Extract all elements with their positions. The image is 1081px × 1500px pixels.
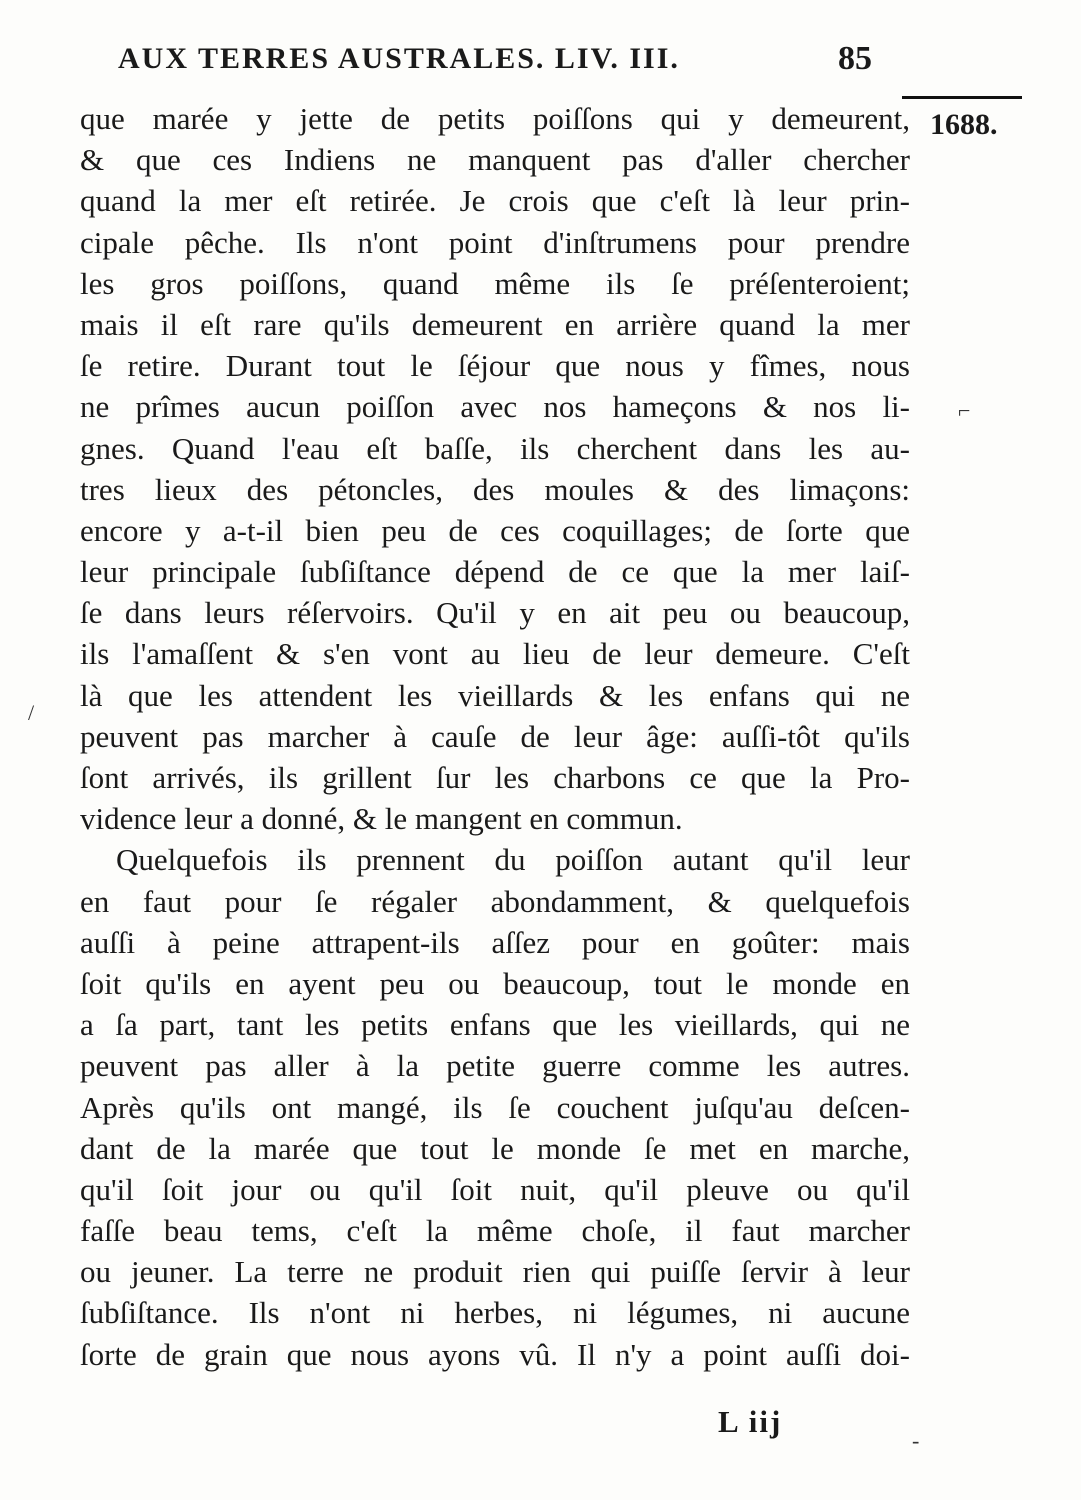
text-line: en faut pour ſe régaler abondamment, & quelquefois	[80, 883, 910, 919]
text-line: ou jeuner. La terre ne produit rien qui puiſſe ſervir à leur	[80, 1254, 910, 1290]
text-line: tres lieux des pétoncles, des moules & des limaçons:	[80, 471, 910, 507]
text-line: cipale pêche. Ils n'ont point d'inſtrumens pour prendre	[80, 224, 910, 260]
text-line: ne prîmes aucun poiſſon avec nos hameçons & nos li-	[80, 389, 910, 425]
text-line: auſſi à peine attrapent-ils aſſez pour en goûter: mais	[80, 924, 910, 960]
text-line: ſont arrivés, ils grillent ſur les charbons ce que la Pro-	[80, 760, 910, 795]
text-line: dant de la marée que tout le monde ſe met en marche,	[80, 1130, 910, 1166]
text-line: ſe dans leurs réſervoirs. Qu'il y en ait peu ou beaucoup,	[80, 595, 910, 631]
text-line: qu'il ſoit jour ou qu'il ſoit nuit, qu'il pleuve ou qu'il	[80, 1171, 910, 1207]
text-line: que marée y jette de petits poiſſons qui y demeurent,	[80, 101, 910, 136]
text-line: ſorte de grain que nous ayons vû. Il n'y a point auſſi doi-	[80, 1336, 910, 1372]
margin-speck: /	[28, 700, 35, 725]
text-line: a ſa part, tant les petits enfans que les vieillards, qui ne	[80, 1007, 910, 1043]
text-line: leur principale ſubſiſtance dépend de ce que la mer laiſ-	[80, 554, 910, 590]
text-line: vidence leur a donné, & le mangent en commun.	[80, 801, 683, 837]
text-line: Quelquefois ils prennent du poiſſon autant qu'il leur	[116, 842, 910, 878]
text-line: là que les attendent les vieillards & les enfans qui ne	[80, 677, 910, 713]
text-line: gnes. Quand l'eau eſt baſſe, ils cherchent dans les au-	[80, 430, 910, 466]
running-head-title: AUX TERRES AUSTRALES. LIV. III.	[118, 42, 680, 75]
margin-rule	[902, 96, 1022, 99]
text-line: ils l'amaſſent & s'en vont au lieu de leur demeure. C'eſt	[80, 636, 910, 672]
text-line: ſubſiſtance. Ils n'ont ni herbes, ni légumes, ni aucune	[80, 1295, 910, 1331]
text-line: ſe retire. Durant tout le ſéjour que nous y fîmes, nous	[80, 348, 910, 384]
margin-speck: -	[912, 1428, 920, 1453]
text-line: Après qu'ils ont mangé, ils ſe couchent juſqu'au deſcen-	[80, 1089, 910, 1125]
text-line: faſſe beau tems, c'eſt la même choſe, il faut marcher	[80, 1213, 910, 1249]
text-line: peuvent pas aller à la petite guerre comme les autres.	[80, 1048, 910, 1084]
margin-speck: ⌐	[958, 398, 971, 423]
text-line: quand la mer eſt retirée. Je crois que c'eſt là leur prin-	[80, 183, 910, 219]
text-line: encore y a-t-il bien peu de ces coquillages; de ſorte que	[80, 512, 910, 548]
signature-mark: L iij	[718, 1404, 783, 1439]
text-line: mais il eſt rare qu'ils demeurent en arrière quand la mer	[80, 306, 910, 342]
text-line: les gros poiſſons, quand même ils ſe préſenteroient;	[80, 265, 910, 301]
margin-year-note: 1688.	[930, 108, 998, 141]
text-line: peuvent pas marcher à cauſe de leur âge: auſſi-tôt qu'ils	[80, 718, 910, 754]
text-line: & que ces Indiens ne manquent pas d'aller chercher	[80, 142, 910, 178]
text-line: ſoit qu'ils en ayent peu ou beaucoup, tout le monde en	[80, 965, 910, 1001]
page-number: 85	[838, 40, 872, 77]
body-text	[80, 98, 910, 1375]
